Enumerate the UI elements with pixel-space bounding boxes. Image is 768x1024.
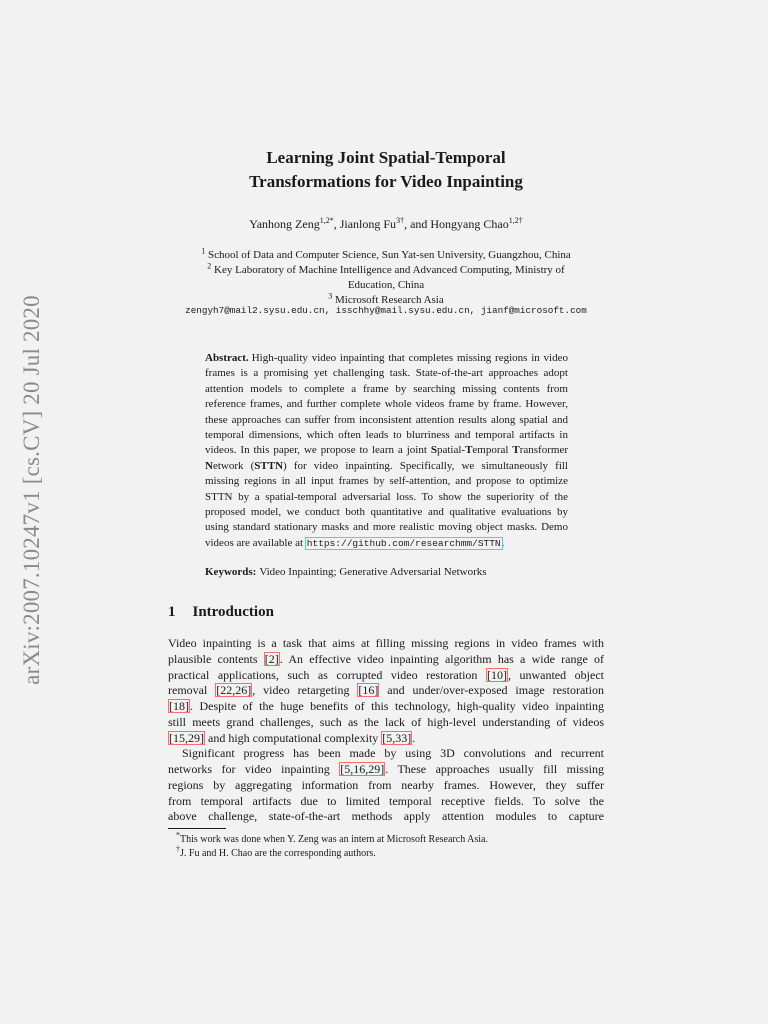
- body-text-segment: from temporal artifacts due to limited temporal receptive fields. To solve the: [168, 793, 604, 808]
- sttn-acronym: STTN: [254, 459, 284, 472]
- body-text-segment: . These approaches usually fill missing: [385, 762, 604, 776]
- body-line: [168, 668, 604, 684]
- affiliation-1-text: School of Data and Computer Science, Sun Yat-sen University, Guangzhou, China: [207, 249, 571, 261]
- body-text-segment: removal: [168, 683, 216, 698]
- body-text-segment: still meets grand challenges, such as the lack of high-level understanding of videos: [168, 714, 604, 729]
- author-3-affil: 1,2†: [508, 216, 523, 225]
- citation-link[interactable]: [16]: [358, 683, 379, 698]
- citation-link[interactable]: [10]: [486, 667, 507, 682]
- citation-link[interactable]: [5,33]: [382, 730, 412, 745]
- abstract-end: .: [501, 536, 505, 549]
- affiliation-2-mark: 2: [207, 261, 212, 271]
- paper-title: [160, 146, 612, 194]
- body-text-segment: plausible contents: [168, 651, 264, 666]
- sttn-letter-s: S: [430, 444, 437, 457]
- section-number: 1: [168, 604, 176, 620]
- sttn-word-n: etwork (: [212, 459, 255, 472]
- body-text-segment: . An effective video inpainting algorithm has a wide range of: [279, 651, 604, 666]
- abstract-text-2: ) for video inpainting. Specifically, we simultaneously fill missing regions in all input frames by self-attention, and propose to optimize STTN by a spatial-temporal adversarial loss. To show the superiority of the proposed model, we conduct both quantitative and qualitative evaluations by using standard stationary masks and more realistic moving object masks. Demo videos are available at: [205, 459, 568, 549]
- abstract-text-1: High-quality video inpainting that completes missing regions in video frames is a promising yet challenging task. State-of-the-art approaches adopt attention models to complete a frame by searching missing contents from reference frames, and further complete whole videos frame by frame. However, these approaches can suffer from inconsistent attention results along spatial and temporal dimensions, which often leads to blurriness and temporal artifacts in videos. In this paper, we propose to learn a joint: [205, 352, 568, 457]
- section-title: Introduction: [192, 604, 274, 620]
- citation-link[interactable]: [18]: [169, 699, 189, 713]
- citation-link[interactable]: [15,29]: [169, 730, 204, 745]
- citation-link[interactable]: [5,16,29]: [340, 762, 385, 776]
- affiliation-2-text: Key Laboratory of Machine Intelligence and Advanced Computing, Ministry of: [214, 264, 565, 276]
- title-line-2: Transformations for Video Inpainting: [249, 172, 523, 191]
- citation-link[interactable]: [22,26]: [216, 683, 252, 698]
- body-line: [168, 794, 604, 810]
- footnotes: [168, 830, 604, 861]
- body-line: [168, 731, 604, 747]
- affiliation-2-cont: Education, China: [347, 279, 425, 291]
- body-line: [168, 809, 604, 825]
- citation-link[interactable]: [2]: [264, 651, 279, 666]
- author-list: Yanhong Zeng$^{1,2*}$, Jianlong $Fu^{3\dagger}$, and Hongyang Chao$^{1,2\dagger}$: [249, 216, 523, 231]
- keywords-label: Keywords:: [205, 566, 257, 578]
- body-text-segment: Video inpainting is a task that aims at filling missing regions in video frames with: [168, 636, 604, 650]
- body-text-segment: regions by aggregating information from nearby frames. However, they suffer: [168, 777, 604, 792]
- body-text-segment: , video retargeting: [252, 683, 358, 698]
- body-text-segment: above challenge, state-of-the-art methods apply attention modules to capture: [168, 809, 604, 824]
- body-text-segment: , unwanted object: [507, 667, 604, 682]
- sttn-letter-t2: T: [512, 444, 520, 457]
- footnote-1: [168, 830, 604, 847]
- author-emails: zengyh7@mail2.sysu.edu.cn, isschhy@mail.sysu.edu.cn, jianf@microsoft.com: [185, 305, 587, 316]
- author-3: and Hongyang Chao: [410, 217, 509, 231]
- footnote-2-text: J. Fu and H. Chao are the corresponding authors.: [180, 848, 376, 859]
- body-text-segment: Significant progress has been made by using 3D convolutions and recurrent: [182, 746, 604, 761]
- sttn-letter-n: N: [205, 459, 213, 472]
- body-line: [168, 762, 604, 778]
- sttn-letter-t1: T: [465, 444, 473, 457]
- affiliations: [160, 248, 612, 308]
- keywords-text: Video Inpainting; Generative Adversarial Networks: [259, 566, 487, 578]
- footnote-2-mark: †: [176, 844, 180, 854]
- title-line-1: Learning Joint Spatial-Temporal: [266, 148, 506, 167]
- sttn-word-s: patial-: [436, 444, 466, 457]
- abstract: [205, 351, 568, 551]
- footnote-divider: [168, 828, 226, 829]
- author-2-affil: 3†: [396, 216, 405, 225]
- body-text-segment: and under/over-exposed image restoration: [379, 683, 604, 698]
- body-text-segment: .: [412, 730, 416, 745]
- footnote-1-text: This work was done when Y. Zeng was an intern at Microsoft Research Asia.: [180, 834, 488, 845]
- author-2: Jianlong Fu: [339, 217, 397, 231]
- sttn-word-t1: emporal: [472, 444, 513, 457]
- affiliation-2: [160, 263, 612, 278]
- affiliation-1-mark: 1: [201, 246, 206, 256]
- introduction-body: [168, 636, 604, 825]
- arxiv-identifier-stamp: [12, 282, 52, 698]
- demo-video-link[interactable]: https://github.com/researchmm/STTN: [306, 537, 501, 549]
- keywords: [205, 566, 568, 578]
- body-line: [168, 652, 604, 668]
- author-1-affil: 1,2*: [319, 216, 334, 225]
- affiliation-3-text: Microsoft Research Asia: [335, 294, 444, 306]
- body-text-segment: . Despite of the huge benefits of this technology, high-quality video inpainting: [190, 699, 604, 713]
- body-line: [168, 715, 604, 731]
- body-text-segment: practical applications, such as corrupted video restoration: [168, 667, 486, 682]
- arxiv-identifier-text: arXiv:2007.10247v1 [cs.CV] 20 Jul 2020: [19, 295, 44, 685]
- affiliation-1: [160, 248, 612, 263]
- section-heading: [168, 604, 274, 621]
- body-line: [168, 683, 604, 699]
- author-1: Yanhong Zeng: [249, 217, 320, 231]
- body-line: [168, 636, 604, 652]
- footnote-2: [168, 844, 604, 861]
- body-line: [168, 699, 604, 715]
- abstract-label: Abstract.: [205, 352, 249, 364]
- body-text-segment: and high computational complexity: [205, 730, 382, 745]
- affiliation-3-mark: 3: [328, 291, 333, 301]
- body-line: [168, 778, 604, 794]
- body-line: [168, 746, 604, 762]
- footnote-1-mark: *: [176, 830, 180, 840]
- sttn-word-t2: ransformer: [519, 444, 568, 457]
- body-text-segment: networks for video inpainting: [168, 762, 340, 776]
